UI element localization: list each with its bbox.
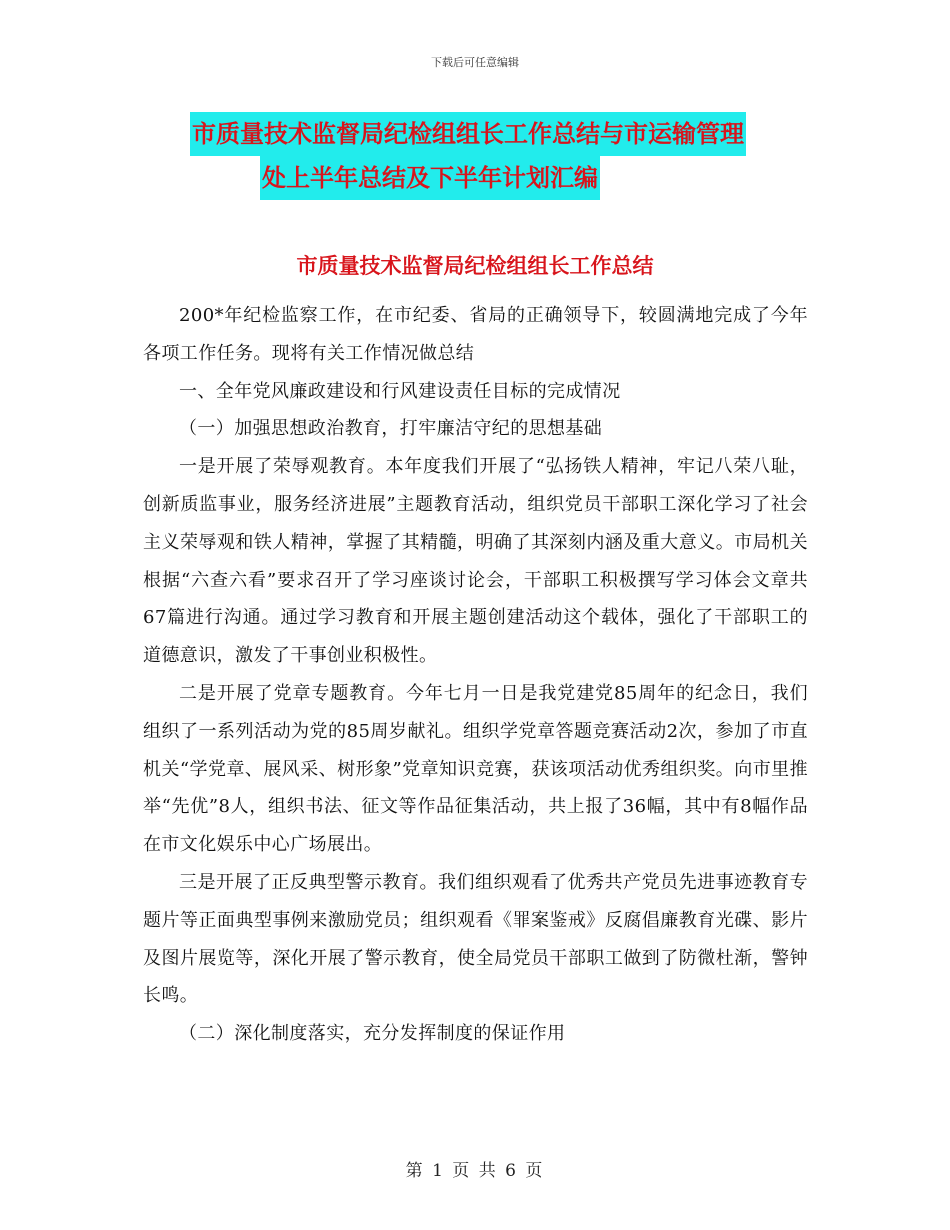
section-title: 市质量技术监督局纪检组组长工作总结	[296, 254, 654, 278]
paragraph-heading-1: 一、全年党风廉政建设和行风建设责任目标的完成情况	[179, 380, 621, 402]
paragraph-item-2: 二是开展了党章专题教育。今年七月一日是我党建党85周年的纪念日，我们组织了一系列活动为党的85周岁献礼。组织学党章答题竞赛活动2次，参加了市直机关“学党章、展风采、树形象”党章知识竞赛，获该项活动优秀组织奖。向市里推举“先优”8人，组织书法、征文等作品征集活动，共上报了36幅，其中有8幅作品在市文化娱乐中心广场展出。	[143, 682, 808, 856]
paragraph-intro: 200*年纪检监察工作，在市纪委、省局的正确领导下，较圆满地完成了今年各项工作任务。现将有关工作情况做总结	[143, 305, 808, 364]
document-title	[190, 112, 830, 200]
paragraph-subheading-2: （二）深化制度落实，充分发挥制度的保证作用	[179, 1023, 566, 1045]
paragraph-subheading-1: （一）加强思想政治教育，打牢廉洁守纪的思想基础	[179, 418, 603, 440]
document-body	[143, 297, 808, 1053]
document-title-line-1: 市质量技术监督局纪检组组长工作总结与市运输管理	[190, 112, 746, 156]
page-number: 第 1 页 共 6 页	[405, 1161, 545, 1181]
paragraph-item-3: 三是开展了正反典型警示教育。我们组织观看了优秀共产党员先进事迹教育专题片等正面典型事例来激励党员；组织观看《罪案鉴戒》反腐倡廉教育光碟、影片及图片展览等，深化开展了警示教育，使全局党员干部职工做到了防微杜渐，警钟长鸣。	[143, 871, 808, 1007]
header-note: 下载后可任意编辑	[431, 56, 519, 69]
document-title-line-2: 处上半年总结及下半年计划汇编	[260, 156, 600, 200]
paragraph-item-1: 一是开展了荣辱观教育。本年度我们开展了“弘扬铁人精神，牢记八荣八耻，创新质监事业，服务经济进展”主题教育活动，组织党员干部职工深化学习了社会主义荣辱观和铁人精神，掌握了其精髓，明确了其深刻内涵及重大意义。市局机关根据“六查六看”要求召开了学习座谈讨论会，干部职工积极撰写学习体会文章共67篇进行沟通。通过学习教育和开展主题创建活动这个载体，强化了干部职工的道德意识，激发了干事创业积极性。	[143, 456, 808, 667]
